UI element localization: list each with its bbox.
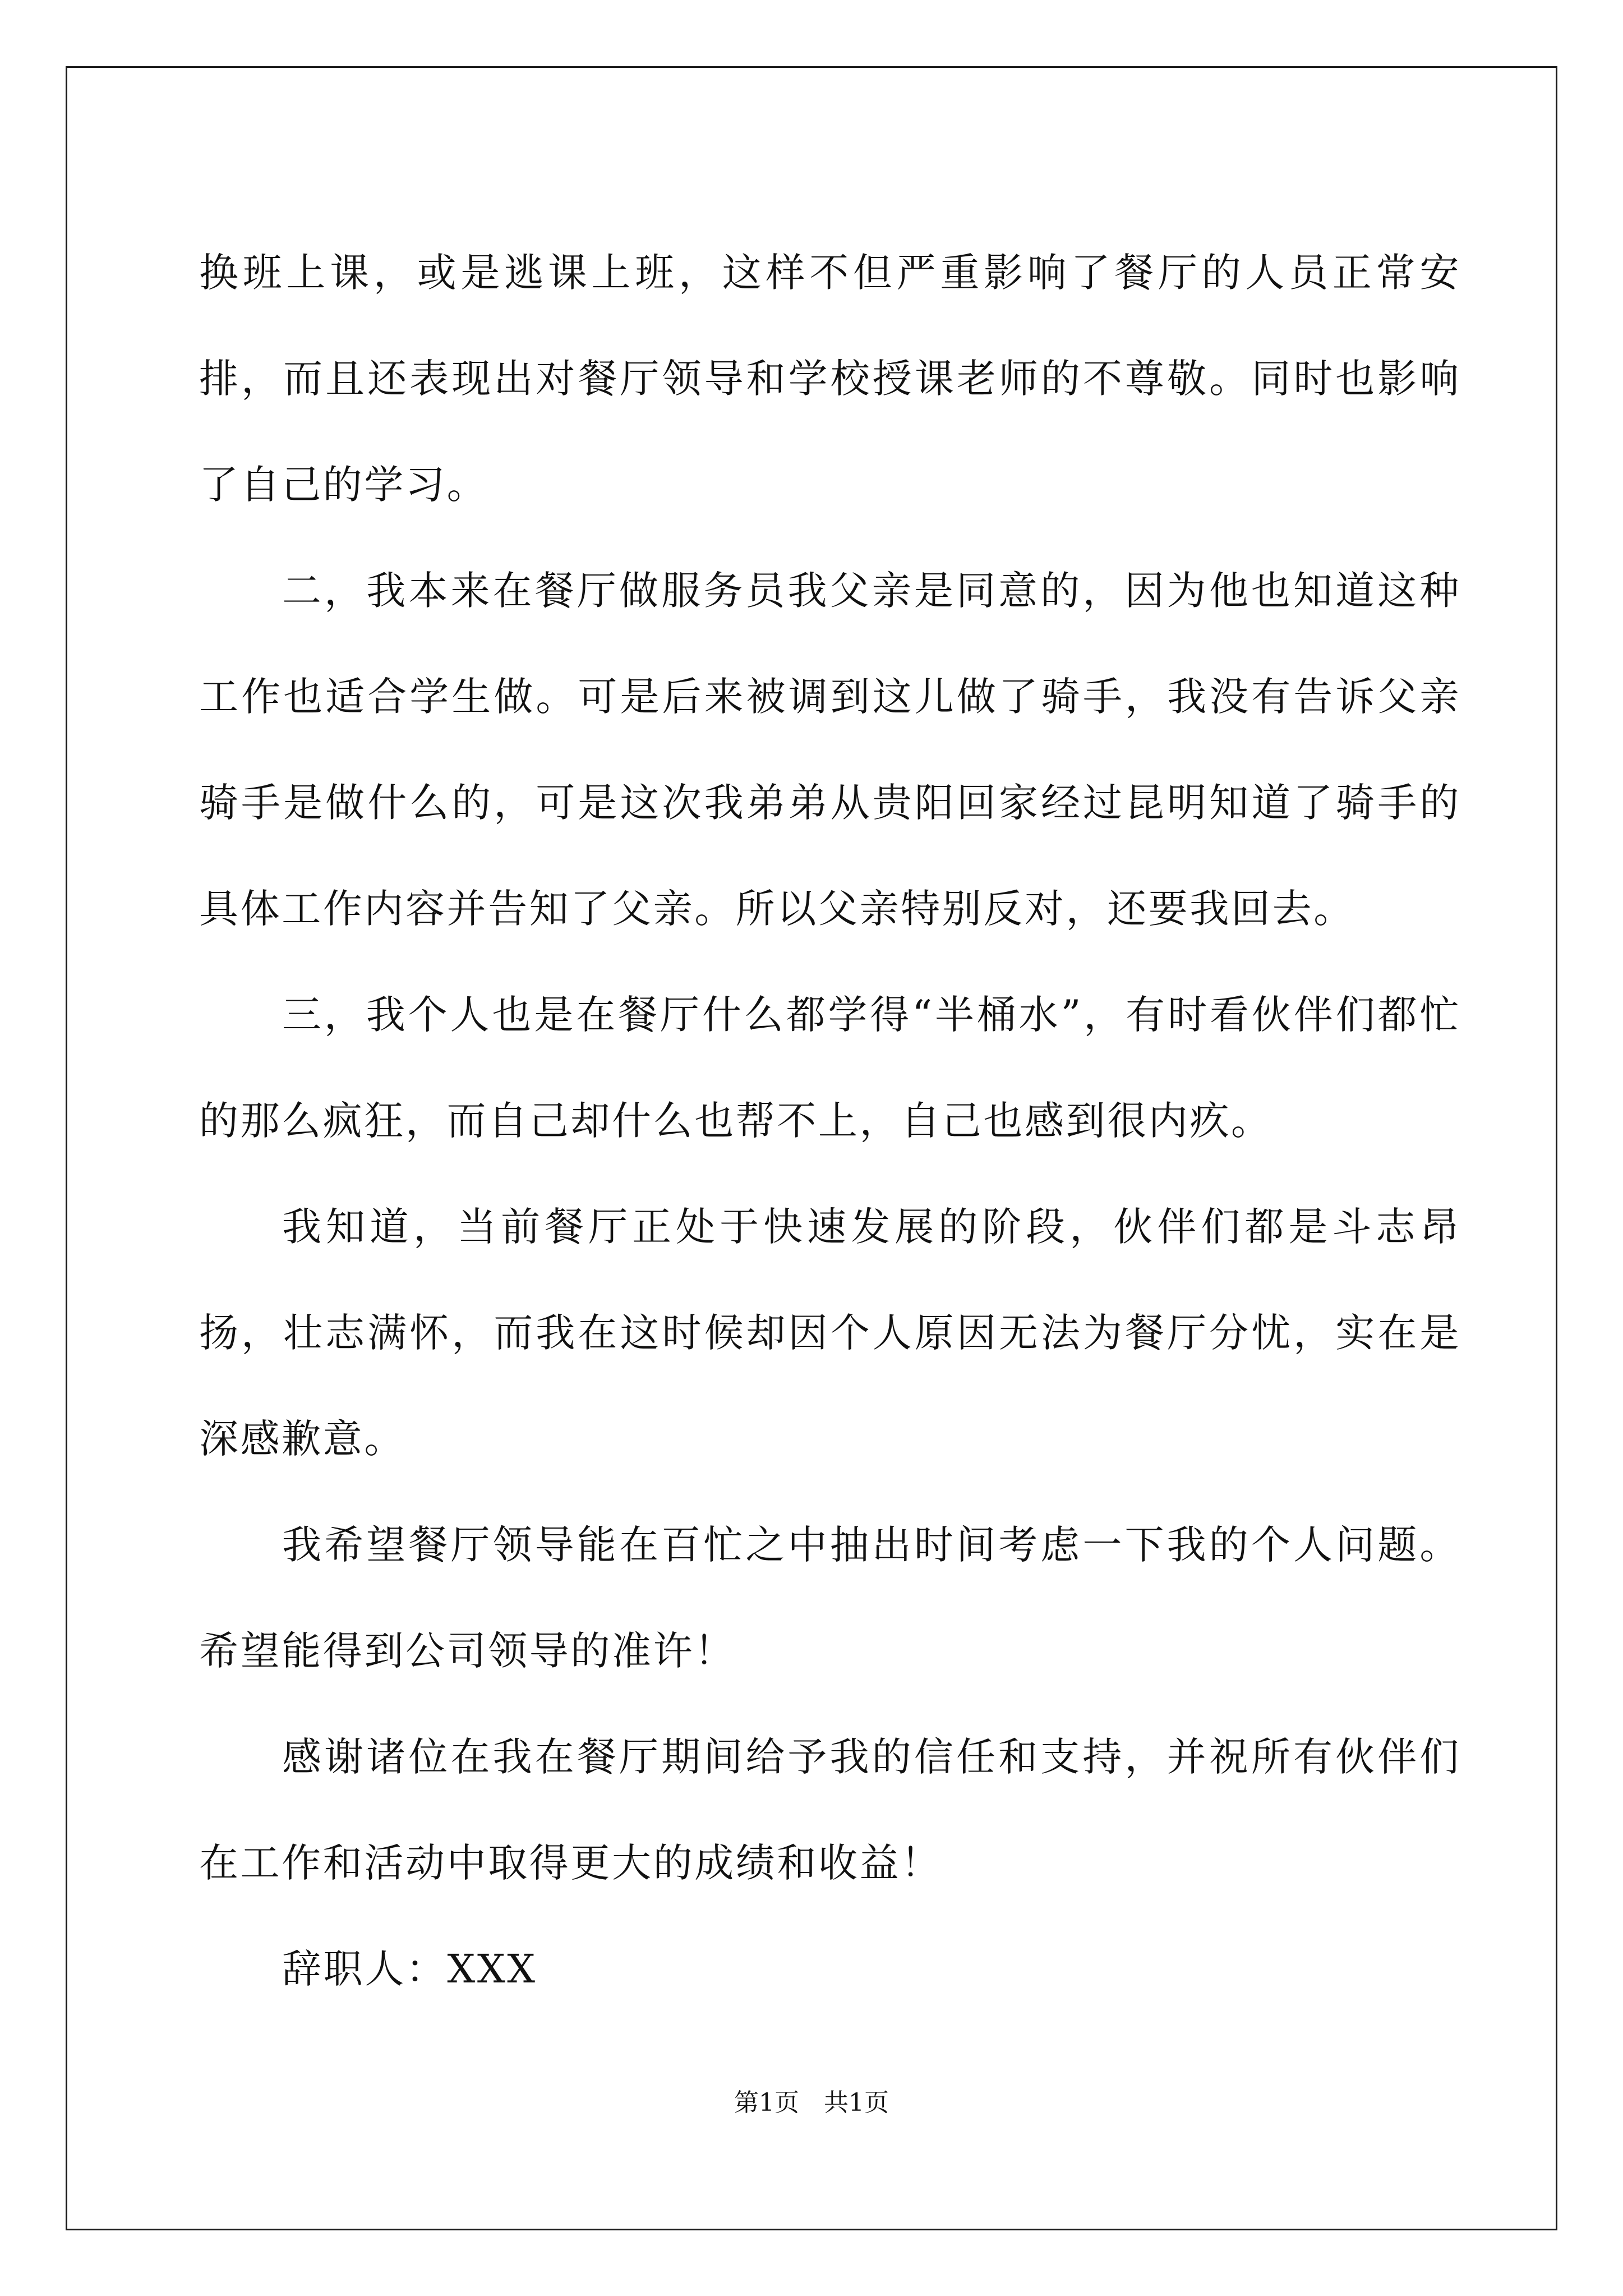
paragraph-1: 换班上课，或是逃课上班，这样不但严重影响了餐厅的人员正常安排，而且还表现出对餐厅领导和学校授课老师的不尊敬。同时也影响了自己的学习。 — [199, 250, 1461, 508]
paragraph-2: 二，我本来在餐厅做服务员我父亲是同意的，因为他也知道这种工作也适合学生做。可是后来被调到这儿做了骑手，我没有告诉父亲骑手是做什么的，可是这次我弟弟从贵阳回家经过昆明知道了骑手的具体工作内容并告知了父亲。所以父亲特别反对，还要我回去。 — [199, 568, 1461, 932]
page-footer: 第1页 共1页 — [734, 2088, 889, 2117]
letter-body — [199, 220, 1461, 2022]
signature-line: 辞职人：XXX — [282, 1946, 537, 1992]
paragraph-4: 我知道，当前餐厅正处于快速发展的阶段，伙伴们都是斗志昂扬，壮志满怀，而我在这时候却因个人原因无法为餐厅分忧，实在是深感歉意。 — [199, 1204, 1461, 1462]
paragraph-6: 感谢诸位在我在餐厅期间给予我的信任和支持，并祝所有伙伴们在工作和活动中取得更大的成绩和收益！ — [199, 1734, 1461, 1886]
paragraph-5: 我希望餐厅领导能在百忙之中抽出时间考虑一下我的个人问题。希望能得到公司领导的准许！ — [199, 1522, 1461, 1674]
paragraph-3: 三，我个人也是在餐厅什么都学得“半桶水”，有时看伙伴们都忙的那么疯狂，而自己却什么也帮不上，自己也感到很内疚。 — [199, 992, 1461, 1144]
